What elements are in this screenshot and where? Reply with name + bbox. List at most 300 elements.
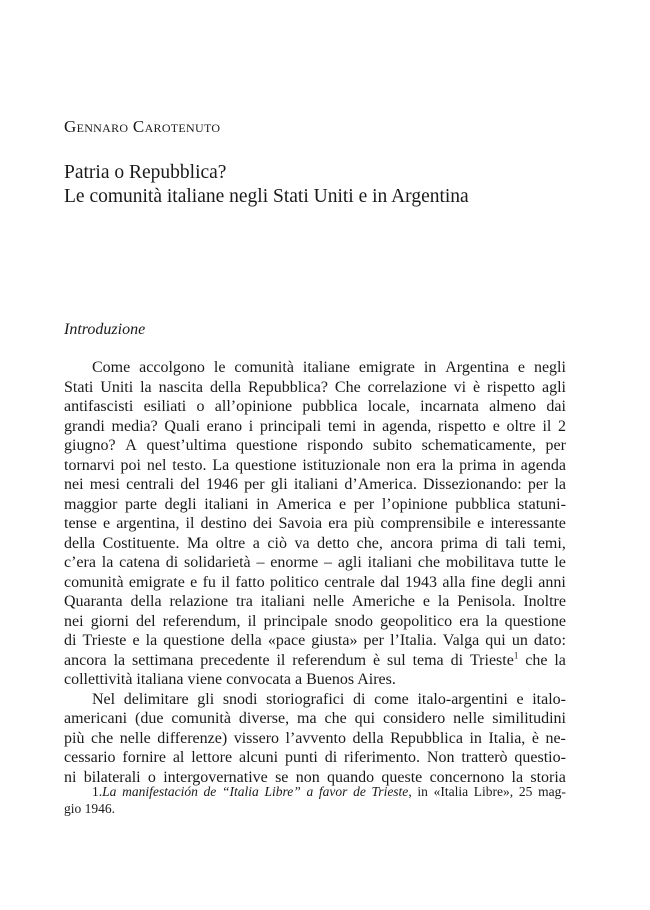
word: la	[113, 651, 126, 669]
word: è	[531, 729, 539, 747]
word: emigrate	[128, 573, 185, 591]
word: non	[295, 768, 320, 786]
word	[451, 651, 463, 671]
word: questione	[504, 612, 566, 630]
word: tali	[505, 534, 526, 552]
word: la	[140, 378, 152, 396]
word: dal	[380, 573, 400, 591]
word: snodo	[334, 612, 373, 630]
word: ,	[408, 784, 412, 799]
word: della	[64, 534, 96, 552]
word	[92, 783, 116, 800]
word: ancora	[64, 651, 107, 669]
chapter-title-line-2: Le comunità italiane negli Stati Uniti e in Argentina	[64, 186, 469, 207]
word: come	[374, 690, 409, 708]
word	[292, 651, 366, 671]
text-line	[64, 514, 566, 534]
word: Stati	[64, 378, 94, 396]
word: degli	[500, 573, 533, 591]
word: principale	[263, 612, 328, 630]
word: Quaranta	[64, 593, 123, 610]
word: ancora	[390, 534, 434, 552]
text-line	[64, 358, 566, 378]
word: snodi	[222, 690, 258, 708]
text-line	[64, 729, 566, 749]
word: quando	[326, 768, 375, 786]
word: italiani	[293, 476, 339, 493]
word: questione	[163, 632, 225, 649]
word: che	[417, 554, 441, 571]
word: pubblica	[455, 495, 511, 513]
word: la	[554, 651, 566, 669]
word: mag-	[538, 784, 566, 799]
word: Libre»,	[473, 784, 514, 799]
word: era	[328, 515, 348, 532]
word: oltre	[506, 417, 536, 435]
word: nelle	[312, 593, 345, 610]
word: solidarietà	[184, 554, 251, 571]
text-line	[64, 553, 566, 573]
text-line	[64, 690, 566, 710]
word	[538, 783, 566, 800]
word: storia	[530, 768, 566, 786]
word: agli	[337, 554, 362, 571]
word: rispetto	[438, 417, 487, 435]
word: giugno?	[64, 437, 116, 454]
word: delimitare	[123, 690, 189, 708]
word: emigrate	[358, 359, 415, 376]
word: nelle	[119, 729, 151, 747]
word: questione	[236, 437, 298, 454]
word: che	[90, 729, 114, 747]
word: comprensibile	[380, 515, 472, 532]
word: maggior	[64, 495, 118, 513]
word: a	[306, 784, 314, 799]
word: dai	[546, 398, 566, 415]
word: italiani	[204, 495, 249, 513]
word: La	[102, 784, 117, 799]
word: Savoia	[278, 515, 323, 532]
word: Quali	[164, 417, 200, 435]
word: storiografici	[266, 690, 345, 708]
text-line	[64, 612, 566, 632]
word: italo-argentini	[417, 690, 508, 708]
word: di	[165, 554, 179, 571]
word: e	[190, 573, 198, 591]
word: qui	[485, 632, 506, 649]
word: la	[485, 612, 498, 630]
word: La	[212, 456, 230, 474]
word: prima	[440, 534, 478, 552]
word: più	[64, 729, 85, 747]
word: comunità	[171, 710, 231, 727]
word: la	[437, 593, 450, 610]
word: “Italia	[222, 784, 259, 799]
word	[276, 651, 285, 671]
word: in	[502, 456, 515, 474]
word: e	[517, 359, 525, 376]
word: e	[477, 515, 485, 532]
text-line	[64, 631, 566, 651]
word: tra	[235, 593, 253, 610]
word: Trieste	[469, 651, 514, 669]
word: similitudini	[492, 710, 566, 727]
word: i	[248, 417, 254, 435]
word: qui	[354, 710, 376, 727]
word	[413, 651, 444, 671]
word: esiliati	[143, 398, 187, 415]
word: poi	[120, 456, 141, 474]
word: americani	[64, 710, 128, 727]
word: e	[102, 515, 111, 532]
word: locale,	[367, 398, 410, 415]
word: argentina,	[116, 515, 180, 532]
word: subito	[372, 437, 412, 454]
word: se	[275, 768, 289, 786]
word: rispetto	[487, 378, 536, 396]
footnote-reference[interactable]: 1	[513, 650, 519, 661]
word	[519, 783, 533, 800]
word	[387, 651, 406, 671]
text-line-with-footnote-ref	[64, 651, 566, 671]
word: di	[353, 690, 366, 708]
word: il	[276, 651, 286, 669]
word: e	[422, 593, 430, 610]
word: Ma	[187, 534, 209, 552]
word: va	[294, 534, 310, 552]
word: e	[516, 690, 524, 708]
word: manifestación	[122, 784, 198, 799]
text-line	[64, 495, 566, 515]
word	[319, 783, 348, 800]
word: «Italia	[433, 784, 469, 799]
body-text	[64, 358, 566, 787]
text-line	[64, 475, 566, 495]
word: destino	[200, 515, 247, 532]
text-line	[64, 397, 566, 417]
word: agenda,	[382, 417, 432, 435]
word: –	[256, 554, 265, 571]
text-line	[64, 592, 566, 612]
word: la	[145, 632, 158, 649]
word: queste	[381, 768, 423, 786]
word: in	[469, 729, 482, 747]
word: nei	[64, 612, 84, 630]
word: del	[180, 476, 200, 493]
word: che	[525, 651, 548, 669]
word: o	[196, 398, 205, 415]
word	[264, 783, 300, 800]
word: per	[545, 437, 566, 454]
word: è	[473, 378, 481, 396]
word	[474, 783, 513, 800]
word: Dissezionando:	[423, 476, 522, 493]
word: per	[527, 476, 549, 493]
word: grandi	[64, 417, 105, 435]
word: America	[276, 495, 332, 513]
word: di	[324, 749, 338, 766]
word: mesi	[89, 476, 120, 493]
word: le	[554, 554, 566, 571]
word: tratterò	[461, 749, 508, 766]
word: tutte	[520, 554, 549, 571]
word: ciò	[267, 534, 287, 552]
word: accolgono	[139, 359, 205, 376]
word: 1.	[92, 784, 103, 799]
word: nascita	[158, 378, 204, 396]
word: cessario	[64, 749, 116, 766]
word: giorni	[90, 612, 129, 630]
word: il	[542, 417, 552, 435]
word: centrali	[126, 476, 175, 493]
word: Repubblica?	[247, 378, 328, 396]
word: è	[372, 651, 381, 669]
word: vissero	[233, 729, 280, 747]
word: quest’ultima	[146, 437, 227, 454]
word: un	[511, 632, 528, 649]
word	[434, 783, 468, 800]
word: anni	[538, 573, 566, 591]
word: fu	[202, 573, 216, 591]
word: geopolitico	[380, 612, 453, 630]
word: riferimento.	[344, 749, 421, 766]
word: gli	[270, 476, 288, 493]
word: Americhe	[351, 593, 415, 610]
word: favor	[318, 784, 348, 799]
word: diverse,	[238, 710, 290, 727]
word: lettore	[191, 749, 233, 766]
word: almeno	[489, 398, 537, 415]
word: in	[362, 417, 376, 435]
word: la	[441, 456, 454, 474]
word	[353, 783, 366, 800]
word: italiani	[367, 554, 413, 571]
word: questio-	[514, 749, 566, 766]
word: punti	[284, 749, 318, 766]
word: Costituente.	[102, 534, 180, 552]
word	[64, 651, 107, 671]
word	[372, 783, 412, 800]
word: ni	[64, 768, 77, 786]
chapter-author: Gennaro Carotenuto	[64, 117, 221, 136]
word: Che	[334, 378, 361, 396]
text-line	[64, 417, 566, 437]
word: differenze)	[157, 729, 228, 747]
word: alcuni	[238, 749, 279, 766]
word: Uniti	[100, 378, 134, 396]
word: del	[136, 612, 156, 630]
word: bilaterali	[83, 768, 141, 786]
word: oltre	[215, 534, 246, 552]
word: correlazione	[367, 378, 447, 396]
word: relazione	[169, 593, 229, 610]
word: principali	[259, 417, 322, 435]
word: all’opinione	[214, 398, 293, 415]
word: de	[353, 784, 366, 799]
word	[114, 651, 126, 671]
word: non	[386, 456, 411, 474]
word: più	[353, 515, 375, 532]
word	[417, 783, 428, 800]
word: statuni-	[517, 495, 566, 513]
word: 25	[518, 784, 533, 799]
word: settimana	[132, 651, 194, 669]
word: al	[172, 749, 185, 766]
word: prima	[459, 456, 497, 474]
word	[204, 783, 217, 800]
text-line	[64, 573, 566, 593]
word: nelle	[453, 710, 485, 727]
book-page	[64, 0, 566, 910]
word: era	[459, 612, 479, 630]
word: italiani	[260, 593, 306, 610]
word: che,	[356, 534, 383, 552]
word: e	[492, 417, 500, 435]
word: Come	[92, 359, 131, 376]
text-line	[64, 456, 566, 476]
word: a	[252, 534, 260, 552]
word: e	[132, 632, 140, 649]
word: intergovernative	[163, 768, 268, 786]
word: Argentina	[445, 359, 509, 376]
word: gli	[197, 690, 215, 708]
word: in	[256, 495, 269, 513]
word: la	[554, 476, 566, 493]
word: 1943	[405, 573, 438, 591]
word: Penisola.	[457, 593, 516, 610]
word: ne-	[545, 729, 566, 747]
word: degli	[164, 495, 197, 513]
word: tema	[412, 651, 444, 669]
word: detto	[317, 534, 350, 552]
word: fine	[470, 573, 496, 591]
word: l’opinione	[381, 495, 448, 513]
word: italo-	[532, 690, 566, 708]
word	[200, 651, 269, 671]
word: considero	[383, 710, 446, 727]
word: e	[339, 495, 347, 513]
word: il	[221, 573, 231, 591]
word: incarnata	[420, 398, 479, 415]
word: c’era	[64, 554, 96, 571]
word: 1946	[205, 476, 238, 493]
word: precedente	[200, 651, 270, 669]
word: alla	[442, 573, 466, 591]
word: Trieste	[82, 632, 127, 649]
word: rispondo	[307, 437, 364, 454]
word: della	[130, 593, 162, 610]
word: Valga	[442, 632, 480, 649]
word: era	[416, 456, 436, 474]
word: per	[353, 495, 375, 513]
word: testo.	[172, 456, 207, 474]
word: di	[64, 632, 77, 649]
word	[525, 651, 547, 671]
word: temi	[327, 417, 357, 435]
word: tornarvi	[64, 456, 115, 474]
word: dei	[252, 515, 273, 532]
word: o	[147, 768, 156, 786]
footnote-line: gio 1946.	[64, 801, 116, 816]
word: (due	[135, 710, 164, 727]
text-line	[64, 709, 566, 729]
word: Libre”	[264, 784, 301, 799]
word: fornire	[122, 749, 166, 766]
word: erano	[206, 417, 243, 435]
chapter-title-line-1: Patria o Repubblica?	[64, 162, 227, 183]
word: sul	[386, 651, 406, 669]
footnote-line	[64, 783, 566, 800]
word: A	[125, 437, 137, 454]
word: antifascisti	[64, 398, 134, 415]
word: pubblica	[302, 398, 358, 415]
word: che	[324, 710, 347, 727]
word: enorme	[270, 554, 319, 571]
text-line	[64, 534, 566, 554]
word: il	[185, 515, 195, 532]
word: concernono	[429, 768, 505, 786]
word: questione	[235, 456, 297, 474]
word: nel	[146, 456, 167, 474]
word: la	[511, 768, 524, 786]
word: ma	[297, 710, 317, 727]
text-line	[64, 748, 566, 768]
word: di	[450, 651, 464, 669]
word: della	[209, 378, 242, 396]
word: in	[423, 359, 437, 376]
word: Inoltre	[523, 593, 566, 610]
word: referendum	[292, 651, 367, 669]
word	[470, 651, 518, 671]
word: vi	[453, 378, 467, 396]
word: giusta»	[311, 632, 358, 649]
word: le	[213, 359, 226, 376]
word: «pace	[267, 632, 306, 649]
word: catena	[119, 554, 160, 571]
word: fatto	[235, 573, 265, 591]
word: mobilitava	[445, 554, 515, 571]
word: Italia,	[488, 729, 526, 747]
word: comunità	[234, 359, 294, 376]
text-line: collettività italiana viene convocata a Buenos Aires.	[64, 671, 396, 688]
word: politico	[270, 573, 319, 591]
word: italiane	[302, 359, 350, 376]
word: schematicamente,	[421, 437, 536, 454]
word	[373, 651, 380, 671]
chapter-title	[64, 161, 469, 209]
word: referendum,	[162, 612, 241, 630]
section-heading: Introduzione	[64, 321, 146, 338]
word: Trieste	[371, 784, 409, 799]
footnote	[64, 783, 566, 817]
word: centrale	[324, 573, 375, 591]
word	[306, 783, 313, 800]
word: interessante	[490, 515, 566, 532]
word: d’America.	[344, 476, 417, 493]
word: della	[352, 729, 384, 747]
text-line	[64, 436, 566, 456]
word: agli	[541, 378, 566, 396]
word: in	[417, 784, 428, 799]
word	[554, 651, 566, 671]
word: parte	[124, 495, 157, 513]
word: –	[324, 554, 333, 571]
word: negli	[533, 359, 566, 376]
word: dato:	[533, 632, 566, 649]
word: tense	[64, 515, 97, 532]
word	[132, 651, 193, 671]
word: il	[247, 612, 257, 630]
